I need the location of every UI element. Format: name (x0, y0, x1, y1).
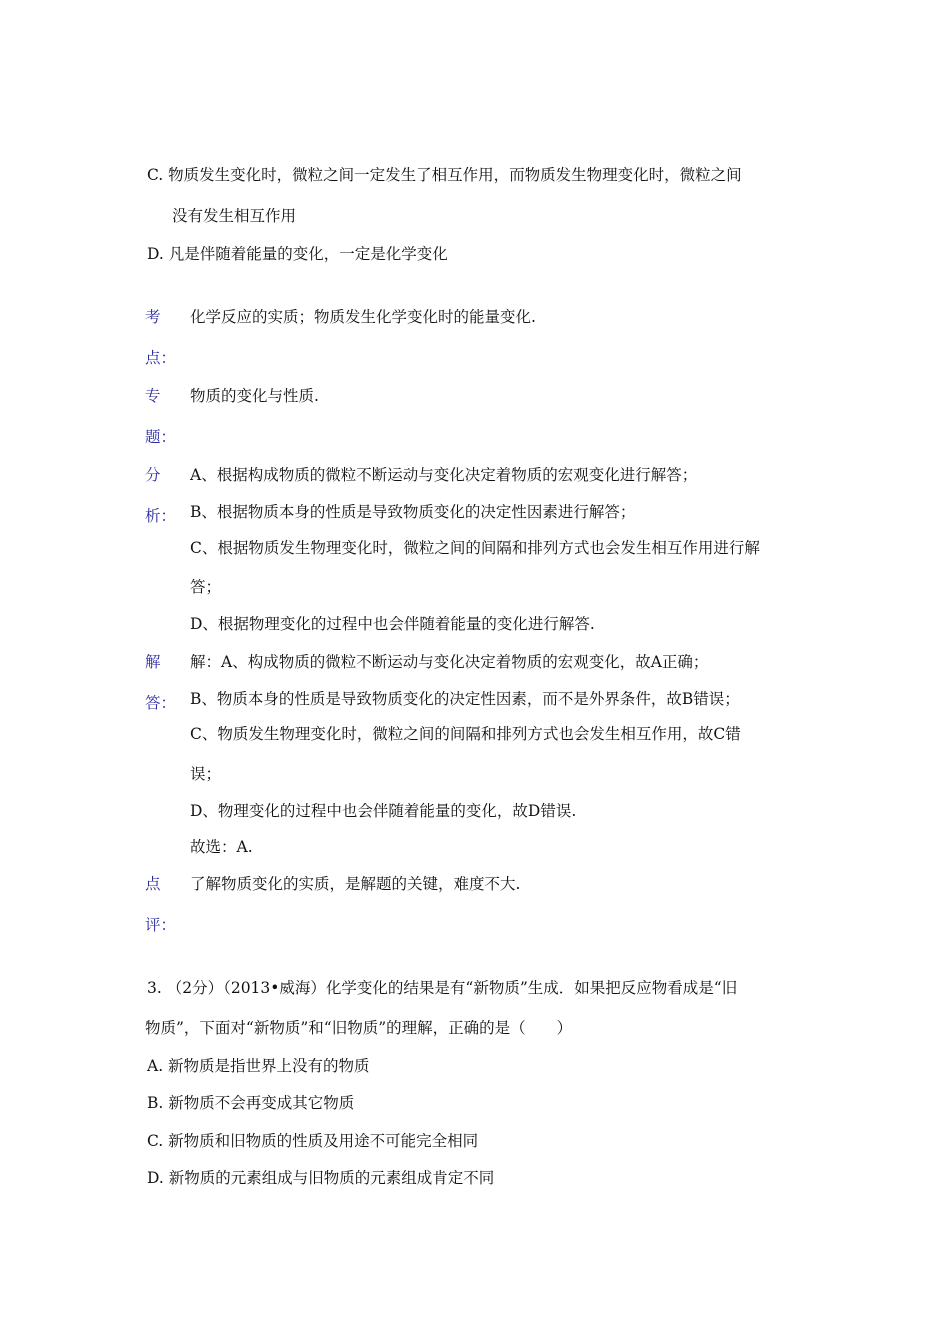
question3-option-b: B. 新物质不会再变成其它物质 (147, 1094, 355, 1112)
option-c-line1: C. 物质发生变化时，微粒之间一定发生了相互作用，而物质发生物理变化时，微粒之间 (147, 166, 742, 184)
jieda-label-2: 答： (145, 694, 177, 712)
fenxi-line: B、根据物质本身的性质是导致物质变化的决定性因素进行解答； (190, 503, 636, 521)
question3-option-d: D. 新物质的元素组成与旧物质的元素组成肯定不同 (147, 1169, 495, 1187)
jieda-line: B、物质本身的性质是导致物质变化的决定性因素，而不是外界条件，故B错误； (190, 690, 740, 708)
option-c-line2: 没有发生相互作用 (172, 207, 297, 225)
option-d: D. 凡是伴随着能量的变化，一定是化学变化 (147, 245, 448, 263)
dianping-label-1: 点 (145, 875, 161, 893)
dianping-label-2: 评： (145, 916, 177, 934)
kaodian-text: 化学反应的实质；物质发生化学变化时的能量变化. (190, 308, 536, 326)
jieda-line: 误； (190, 765, 222, 783)
dianping-text: 了解物质变化的实质，是解题的关键，难度不大. (190, 875, 521, 893)
jieda-line: 故选：A. (190, 838, 253, 856)
fenxi-label-2: 析： (145, 507, 177, 525)
kaodian-label-2: 点： (145, 349, 177, 367)
fenxi-line: D、根据物理变化的过程中也会伴随着能量的变化进行解答. (190, 615, 595, 633)
jieda-line: D、物理变化的过程中也会伴随着能量的变化，故D错误. (190, 802, 577, 820)
zhuanti-label-2: 题： (145, 428, 177, 446)
jieda-line: 解：A、构成物质的微粒不断运动与变化决定着物质的宏观变化，故A正确； (190, 653, 709, 671)
fenxi-line: C、根据物质发生物理变化时，微粒之间的间隔和排列方式也会发生相互作用进行解 (190, 539, 760, 557)
question3-stem-line1: 3. （2分）（2013•威海）化学变化的结果是有“新物质”生成．如果把反应物看成是“旧 (147, 979, 738, 997)
question3-option-c: C. 新物质和旧物质的性质及用途不可能完全相同 (147, 1132, 479, 1150)
zhuanti-label-1: 专 (145, 387, 161, 405)
jieda-label-1: 解 (145, 653, 161, 671)
fenxi-line: 答； (190, 578, 222, 596)
kaodian-label-1: 考 (145, 308, 161, 326)
question3-stem-line2: 物质”，下面对“新物质”和“旧物质”的理解，正确的是（ ） (145, 1019, 573, 1037)
question3-option-a: A. 新物质是指世界上没有的物质 (147, 1057, 370, 1075)
zhuanti-text: 物质的变化与性质. (190, 387, 319, 405)
fenxi-label-1: 分 (145, 466, 161, 484)
jieda-line: C、物质发生物理变化时，微粒之间的间隔和排列方式也会发生相互作用，故C错 (190, 725, 741, 743)
fenxi-line: A、根据构成物质的微粒不断运动与变化决定着物质的宏观变化进行解答； (190, 466, 698, 484)
